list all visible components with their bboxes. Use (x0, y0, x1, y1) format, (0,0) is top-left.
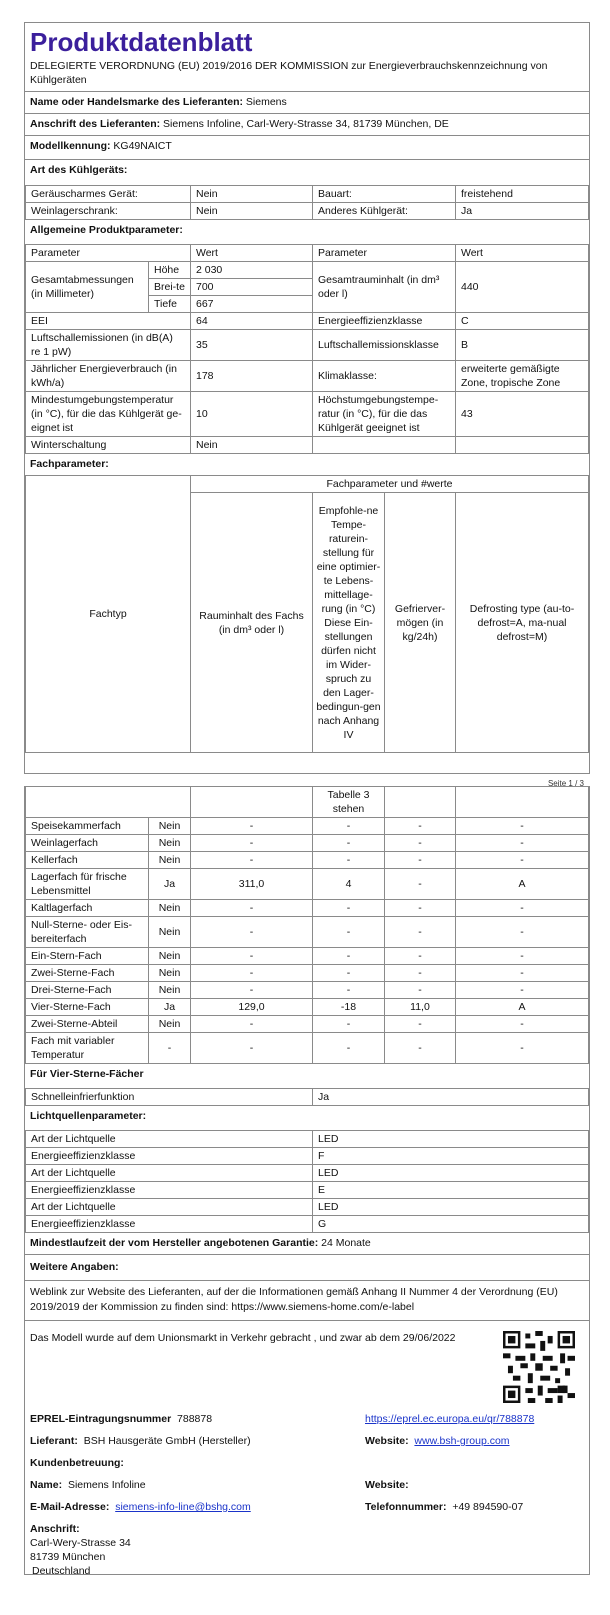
table-row (26, 948, 589, 965)
light-param-label: Energieeffizienzklasse (26, 1216, 313, 1233)
noise-label: Luftschallemissionen (in dB(A) re 1 pW) (26, 330, 191, 361)
fach-freezing: - (385, 1016, 456, 1033)
type-label: Anderes Kühlgerät: (313, 203, 456, 220)
fach-freezing: - (385, 900, 456, 917)
guarantee-row (25, 1233, 589, 1254)
depth-value: 667 (191, 296, 313, 313)
fach-freezing: - (385, 948, 456, 965)
col-header-temperature: Empfohle-ne Tempe-raturein-stellung für eine optimier-te Lebens-mittellage-rung (in °C) Diese Ein-stellungen dürfen nicht im Wider-spruch zu den Lager-bedingun-gen nach Anhang IV (313, 493, 385, 753)
light-param-label: Art der Lichtquelle (26, 1199, 313, 1216)
table-row (26, 982, 589, 999)
supplier-name-label: Name oder Handelsmarke des Lieferanten: (30, 96, 243, 108)
fach-defrost: - (456, 1016, 589, 1033)
fach-name: Kellerfach (26, 852, 149, 869)
table-row (26, 1089, 589, 1106)
fach-volume: 129,0 (191, 999, 313, 1016)
light-param-label: Energieeffizienzklasse (26, 1182, 313, 1199)
fach-present: Nein (149, 1016, 191, 1033)
col-header-freezing: Gefrierver-mögen (in kg/24h) (385, 493, 456, 753)
model-label: Modellkennung: (30, 140, 111, 152)
fach-defrost: - (456, 818, 589, 835)
table-header-row (26, 245, 589, 262)
fach-volume: - (191, 900, 313, 917)
empty-cell (456, 437, 589, 454)
group-header: Fachparameter und #werte (191, 476, 589, 493)
fach-freezing: - (385, 852, 456, 869)
noise-class-label: Luftschallemissionsklasse (313, 330, 456, 361)
type-value: Ja (456, 203, 589, 220)
fach-freezing: 11,0 (385, 999, 456, 1016)
address-line: Carl-Wery-Strasse 34 (30, 1537, 131, 1549)
col-header-type: Fachtyp (26, 476, 191, 753)
fach-freezing: - (385, 1033, 456, 1064)
supplier-address-label: Anschrift des Lieferanten: (30, 118, 161, 130)
table-row (26, 852, 589, 869)
climate-class-label: Klimaklasse: (313, 361, 456, 392)
table-row (26, 1216, 589, 1233)
fach-temperature: - (313, 917, 385, 948)
fach-name: Zwei-Sterne-Fach (26, 965, 149, 982)
energy-class-label: Energieeffizienzklasse (313, 313, 456, 330)
total-volume-value: 440 (456, 262, 589, 313)
supplier-label: Lieferant: (30, 1435, 78, 1447)
supplier-address-value: Siemens Infoline, Carl-Wery-Strasse 34, 81739 München, DE (163, 118, 449, 130)
table-row (26, 1199, 589, 1216)
fach-defrost: - (456, 917, 589, 948)
eprel-row (30, 1413, 212, 1425)
light-param-value: LED (313, 1131, 589, 1148)
light-title-row (25, 1106, 589, 1127)
table-row (26, 818, 589, 835)
regulation-subtitle: DELEGIERTE VERORDNUNG (EU) 2019/2016 DER KOMMISSION zur Energieverbrauchskennzeichnung von Kühlgeräten (30, 60, 548, 86)
fach-volume: - (191, 818, 313, 835)
guarantee-value: 24 Monate (321, 1237, 371, 1249)
fach-temperature: - (313, 852, 385, 869)
min-temp-value: 10 (191, 392, 313, 437)
table-row (26, 203, 589, 220)
fach-volume: - (191, 1016, 313, 1033)
type-label: Geräuscharmes Gerät: (26, 186, 191, 203)
address-line: Deutschland (32, 1565, 91, 1577)
dimensions-label: Gesamtabmessungen (in Millimeter) (26, 262, 149, 313)
type-label: Weinlagerschrank: (26, 203, 191, 220)
fach-temperature: - (313, 982, 385, 999)
market-date-text: Das Modell wurde auf dem Unionsmarkt in Verkehr gebracht , und zwar ab dem 29/06/2022 (30, 1332, 456, 1344)
fach-defrost: - (456, 1033, 589, 1064)
supplier-address-row (25, 113, 589, 135)
address-line: 81739 München (30, 1551, 106, 1563)
fach-present: Nein (149, 948, 191, 965)
four-star-title: Für Vier-Sterne-Fächer (30, 1068, 144, 1080)
table-row (26, 313, 589, 330)
energy-consumption-label: Jährlicher Energieverbrauch (in kWh/a) (26, 361, 191, 392)
fach-defrost: - (456, 982, 589, 999)
website-row (365, 1435, 510, 1447)
fach-name: Kaltlagerfach (26, 900, 149, 917)
noise-class-value: B (456, 330, 589, 361)
table-row (26, 1131, 589, 1148)
fach-name: Vier-Sterne-Fach (26, 999, 149, 1016)
table-header-row (26, 787, 589, 818)
email-link[interactable]: siemens-info-line@bshg.com (115, 1501, 251, 1513)
fach-present: Nein (149, 982, 191, 999)
table-row (26, 1016, 589, 1033)
care-name-label: Name: (30, 1479, 63, 1491)
eprel-link[interactable]: https://eprel.ec.europa.eu/qr/788878 (365, 1413, 535, 1425)
page-title: Produktdatenblatt (30, 27, 253, 57)
eei-value: 64 (191, 313, 313, 330)
fach-defrost: - (456, 948, 589, 965)
fach-present: Nein (149, 917, 191, 948)
fach-defrost: A (456, 999, 589, 1016)
table-row (26, 330, 589, 361)
col-header-defrost: Defrosting type (au-to-defrost=A, ma-nual defrost=M) (456, 493, 589, 753)
table-row (26, 361, 589, 392)
light-title: Lichtquellenparameter: (30, 1110, 147, 1122)
eei-label: EEI (26, 313, 191, 330)
fach-freezing: - (385, 965, 456, 982)
type-label: Bauart: (313, 186, 456, 203)
fach-present: Nein (149, 965, 191, 982)
care-name-value: Siemens Infoline (67, 1479, 146, 1491)
fach-defrost: - (456, 852, 589, 869)
fach-header-table (25, 475, 589, 753)
fach-present: Nein (149, 818, 191, 835)
fach-present: Ja (149, 869, 191, 900)
table-row (26, 1148, 589, 1165)
table-row (26, 835, 589, 852)
table-row (26, 999, 589, 1016)
datasheet-page-2 (24, 786, 590, 1575)
fach-temperature: -18 (313, 999, 385, 1016)
light-table (25, 1130, 589, 1233)
empty-cell (385, 787, 456, 818)
datasheet-page-1 (24, 22, 590, 774)
fach-name: Ein-Stern-Fach (26, 948, 149, 965)
climate-class-value: erweiterte gemäßigte Zone, tropische Zone (456, 361, 589, 392)
address-label: Anschrift: (30, 1523, 80, 1535)
more-info-title: Weitere Angaben: (30, 1261, 119, 1273)
column-header: Parameter (26, 245, 191, 262)
winter-label: Winterschaltung (26, 437, 191, 454)
more-info-text: Weblink zur Website des Lieferanten, auf der die Informationen gemäß Anhang II Nummer 4 der Verordnung (EU) 2019/2019 der Kommission zu finden sind: (30, 1286, 558, 1313)
type-value: Nein (191, 186, 313, 203)
fach-present: Nein (149, 900, 191, 917)
fach-present: Ja (149, 999, 191, 1016)
table-row (26, 186, 589, 203)
fach-name: Weinlagerfach (26, 835, 149, 852)
height-value: 2 030 (191, 262, 313, 279)
type-section-title: Art des Kühlgeräts: (30, 164, 128, 176)
light-param-value: LED (313, 1165, 589, 1182)
column-header: Wert (456, 245, 589, 262)
width-value: 700 (191, 279, 313, 296)
fach-table (25, 787, 589, 1064)
winter-value: Nein (191, 437, 313, 454)
fach-volume: - (191, 1033, 313, 1064)
footer (25, 1320, 589, 1615)
general-params-table (25, 244, 589, 454)
fach-present: Nein (149, 852, 191, 869)
supplier-row (30, 1435, 251, 1447)
phone-label: Telefonnummer: (365, 1501, 447, 1513)
fach-temperature: - (313, 965, 385, 982)
table-row (26, 869, 589, 900)
fach-volume: - (191, 852, 313, 869)
general-section-title-row (25, 220, 589, 241)
fach-temperature: - (313, 1033, 385, 1064)
quick-freeze-label: Schnelleinfrierfunktion (26, 1089, 313, 1106)
empty-cell (191, 787, 313, 818)
guarantee-label: Mindestlaufzeit der vom Hersteller angebotenen Garantie: (30, 1237, 319, 1249)
care-website-label: Website: (365, 1479, 409, 1491)
fach-volume: - (191, 965, 313, 982)
fach-section-title-row (25, 454, 589, 475)
fach-defrost: - (456, 900, 589, 917)
light-param-label: Art der Lichtquelle (26, 1165, 313, 1182)
light-param-value: G (313, 1216, 589, 1233)
fach-freezing: - (385, 835, 456, 852)
light-param-value: LED (313, 1199, 589, 1216)
fach-name: Fach mit variabler Temperatur (26, 1033, 149, 1064)
phone-row (365, 1501, 523, 1513)
type-section-title-row (25, 159, 589, 181)
qr-code-icon (503, 1331, 575, 1403)
type-value: Nein (191, 203, 313, 220)
supplier-name-value: Siemens (245, 96, 287, 108)
total-volume-label: Gesamtrauminhalt (in dm³ oder l) (313, 262, 456, 313)
fach-temperature: - (313, 1016, 385, 1033)
table-row (26, 392, 589, 437)
fach-present: Nein (149, 835, 191, 852)
table-row (26, 1182, 589, 1199)
fach-name: Speisekammerfach (26, 818, 149, 835)
four-star-table (25, 1088, 589, 1106)
fach-freezing: - (385, 818, 456, 835)
type-value: freistehend (456, 186, 589, 203)
empty-cell (26, 787, 191, 818)
general-section-title: Allgemeine Produktparameter: (30, 224, 183, 236)
max-temp-label: Höchstumgebungstempe-ratur (in °C), für die das Kühlgerät geeignet ist (313, 392, 456, 437)
table-row (26, 1033, 589, 1064)
energy-consumption-value: 178 (191, 361, 313, 392)
light-param-value: F (313, 1148, 589, 1165)
fach-volume: - (191, 948, 313, 965)
supplier-elabel-url[interactable]: https://www.siemens-home.com/e-label (231, 1301, 415, 1313)
fach-temperature: - (313, 835, 385, 852)
supplier-name-row (25, 91, 589, 113)
eprel-value: 788878 (177, 1413, 213, 1425)
table-row (26, 1165, 589, 1182)
website-label: Website: (365, 1435, 409, 1447)
fach-defrost: - (456, 965, 589, 982)
fach-volume: - (191, 835, 313, 852)
table-row (26, 965, 589, 982)
fach-present: - (149, 1033, 191, 1064)
table-row (26, 437, 589, 454)
table-row (26, 917, 589, 948)
light-param-label: Energieeffizienzklasse (26, 1148, 313, 1165)
depth-label: Tiefe (149, 296, 191, 313)
four-star-title-row (25, 1064, 589, 1085)
energy-class-value: C (456, 313, 589, 330)
height-label: Höhe (149, 262, 191, 279)
more-info-text-row (25, 1280, 589, 1320)
quick-freeze-value: Ja (313, 1089, 589, 1106)
min-temp-label: Mindestumgebungstemperatur (in °C), für die das Kühlgerät ge-eignet ist (26, 392, 191, 437)
light-param-label: Art der Lichtquelle (26, 1131, 313, 1148)
fach-volume: - (191, 982, 313, 999)
page-number: Seite 1 / 3 (547, 779, 584, 788)
table-row (26, 900, 589, 917)
type-table (25, 185, 589, 220)
fach-name: Zwei-Sterne-Abteil (26, 1016, 149, 1033)
column-header: Parameter (313, 245, 456, 262)
eprel-label: EPREL-Eintragungsnummer (30, 1413, 172, 1425)
fach-name: Null-Sterne- oder Eis-bereiterfach (26, 917, 149, 948)
col-header-temperature-cont: Tabelle 3 stehen (313, 787, 385, 818)
fach-temperature: 4 (313, 869, 385, 900)
model-row (25, 135, 589, 157)
customer-care-label: Kundenbetreuung: (30, 1457, 124, 1469)
more-info-title-row (25, 1254, 589, 1280)
care-name-row (30, 1479, 146, 1491)
fach-section-title: Fachparameter: (30, 458, 109, 470)
fach-freezing: - (385, 982, 456, 999)
model-value: KG49NAICT (113, 140, 172, 152)
light-param-value: E (313, 1182, 589, 1199)
empty-cell (456, 787, 589, 818)
table-header-row (26, 476, 589, 493)
table-row (26, 262, 589, 279)
fach-temperature: - (313, 900, 385, 917)
fach-defrost: - (456, 835, 589, 852)
width-label: Brei-te (149, 279, 191, 296)
email-label: E-Mail-Adresse: (30, 1501, 110, 1513)
fach-volume: - (191, 917, 313, 948)
fach-freezing: - (385, 917, 456, 948)
phone-value: +49 894590-07 (452, 1501, 524, 1513)
max-temp-value: 43 (456, 392, 589, 437)
fach-name: Lagerfach für frische Lebensmittel (26, 869, 149, 900)
email-row (30, 1501, 251, 1513)
column-header: Wert (191, 245, 313, 262)
fach-temperature: - (313, 818, 385, 835)
col-header-volume: Rauminhalt des Fachs (in dm³ oder l) (191, 493, 313, 753)
website-link[interactable]: www.bsh-group.com (414, 1435, 510, 1447)
fach-name: Drei-Sterne-Fach (26, 982, 149, 999)
fach-volume: 311,0 (191, 869, 313, 900)
fach-freezing: - (385, 869, 456, 900)
fach-temperature: - (313, 948, 385, 965)
fach-defrost: A (456, 869, 589, 900)
noise-value: 35 (191, 330, 313, 361)
supplier-value: BSH Hausgeräte GmbH (Hersteller) (83, 1435, 251, 1447)
empty-cell (313, 437, 456, 454)
